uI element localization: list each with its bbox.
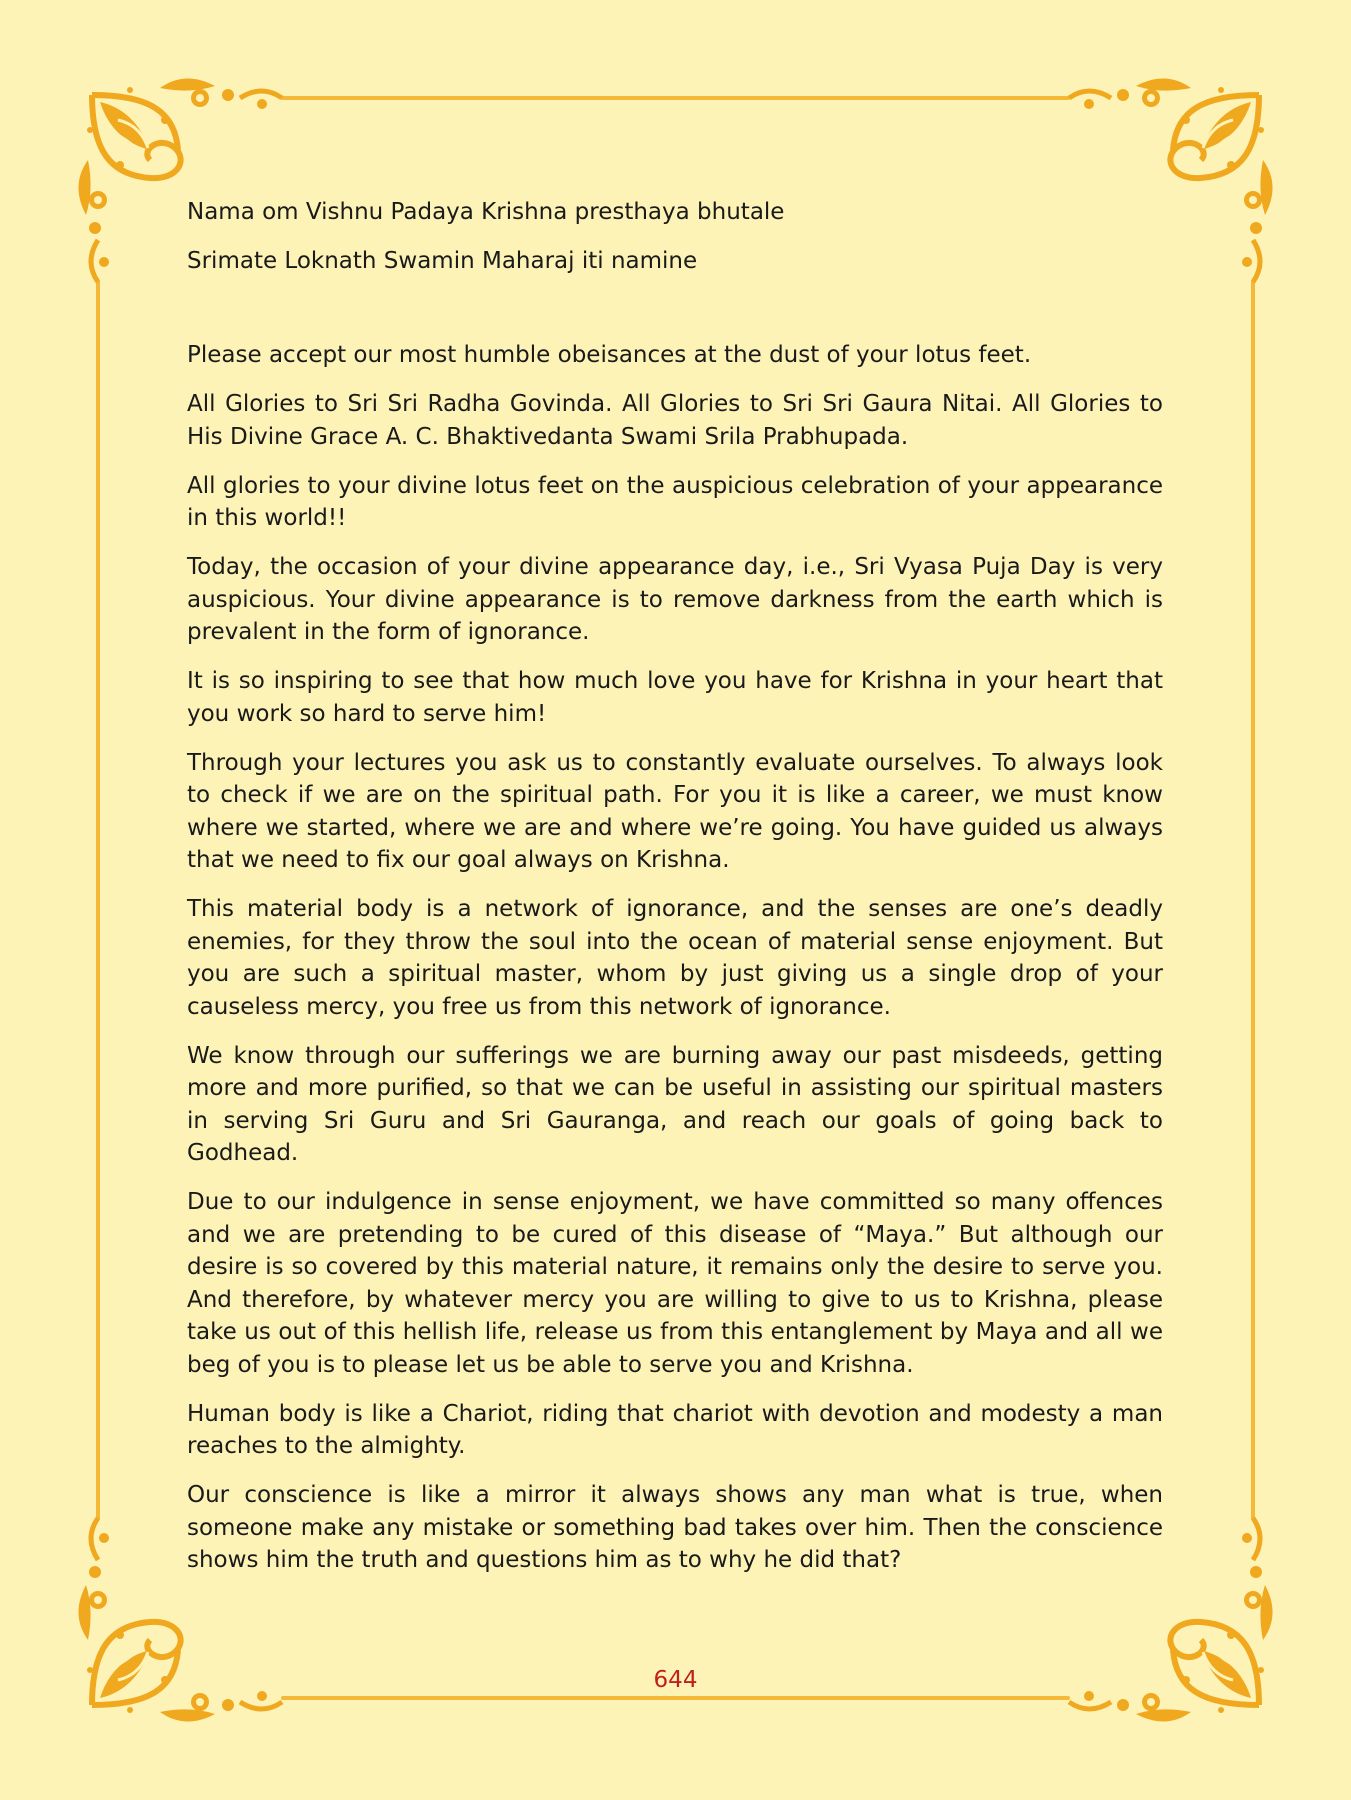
paragraph: Human body is like a Chariot, riding that chariot with devotion and modesty a man reaches to the almighty. <box>187 1400 1163 1459</box>
paragraph: All Glories to Sri Sri Radha Govinda. All Glories to Sri Sri Gaura Nitai. All Glories to His Divine Grace A. C. Bhaktivedanta Swami Srila Prabhupada. <box>187 391 1163 450</box>
paragraph: It is so inspiring to see that how much love you have for Krishna in your heart that you work so hard to serve him! <box>187 668 1163 727</box>
mantra-line-2: Srimate Loknath Swamin Maharaj iti namine <box>187 247 698 274</box>
paragraph: Please accept our most humble obeisances at the dust of your lotus feet. <box>187 342 1032 368</box>
mantra-line-1: Nama om Vishnu Padaya Krishna presthaya bhutale <box>187 199 785 225</box>
pranam-mantra <box>187 196 1163 277</box>
paragraph: Due to our indulgence in sense enjoyment, we have committed so many offences and we are pretending to be cured of this disease of “Maya.” But although our desire is so covered by this material nature, it remains only the desire to serve you. And therefore, by whatever mercy you are willing to give to us to Krishna, please take us out of this hellish life, release us from this entanglement by Maya and all we beg of you is to please let us be able to serve you and Krishna. <box>187 1189 1163 1378</box>
paragraph: We know through our sufferings we are burning away our past misdeeds, getting more and more purified, so that we can be useful in assisting our spiritual masters in serving Sri Guru and Sri Gauranga, and reach our goals of going back to Godhead. <box>187 1042 1163 1166</box>
paragraph: Today, the occasion of your divine appearance day, i.e., Sri Vyasa Puja Day is very auspicious. Your divine appearance is to remove darkness from the earth which is prevalent in the form of ignorance. <box>187 554 1163 645</box>
letter-body <box>187 196 1163 1593</box>
letter-paragraphs <box>187 339 1163 1577</box>
paragraph: All glories to your divine lotus feet on the auspicious celebration of your appearance in this world!! <box>187 472 1163 531</box>
paragraph: Through your lectures you ask us to constantly evaluate ourselves. To always look to check if we are on the spiritual path. For you it is like a career, we must know where we started, where we are and where we’re going. You have guided us always that we need to fix our goal always on Krishna. <box>187 749 1163 873</box>
paragraph: This material body is a network of ignorance, and the senses are one’s deadly enemies, for they throw the soul into the ocean of material sense enjoyment. But you are such a spiritual master, whom by just giving us a single drop of your causeless mercy, you free us from this network of ignorance. <box>187 896 1163 1020</box>
page-number: 644 <box>653 1667 698 1693</box>
paragraph: Our conscience is like a mirror it always shows any man what is true, when someone make any mistake or something bad takes over him. Then the conscience shows him the truth and questions him as to why he did that? <box>187 1482 1163 1573</box>
